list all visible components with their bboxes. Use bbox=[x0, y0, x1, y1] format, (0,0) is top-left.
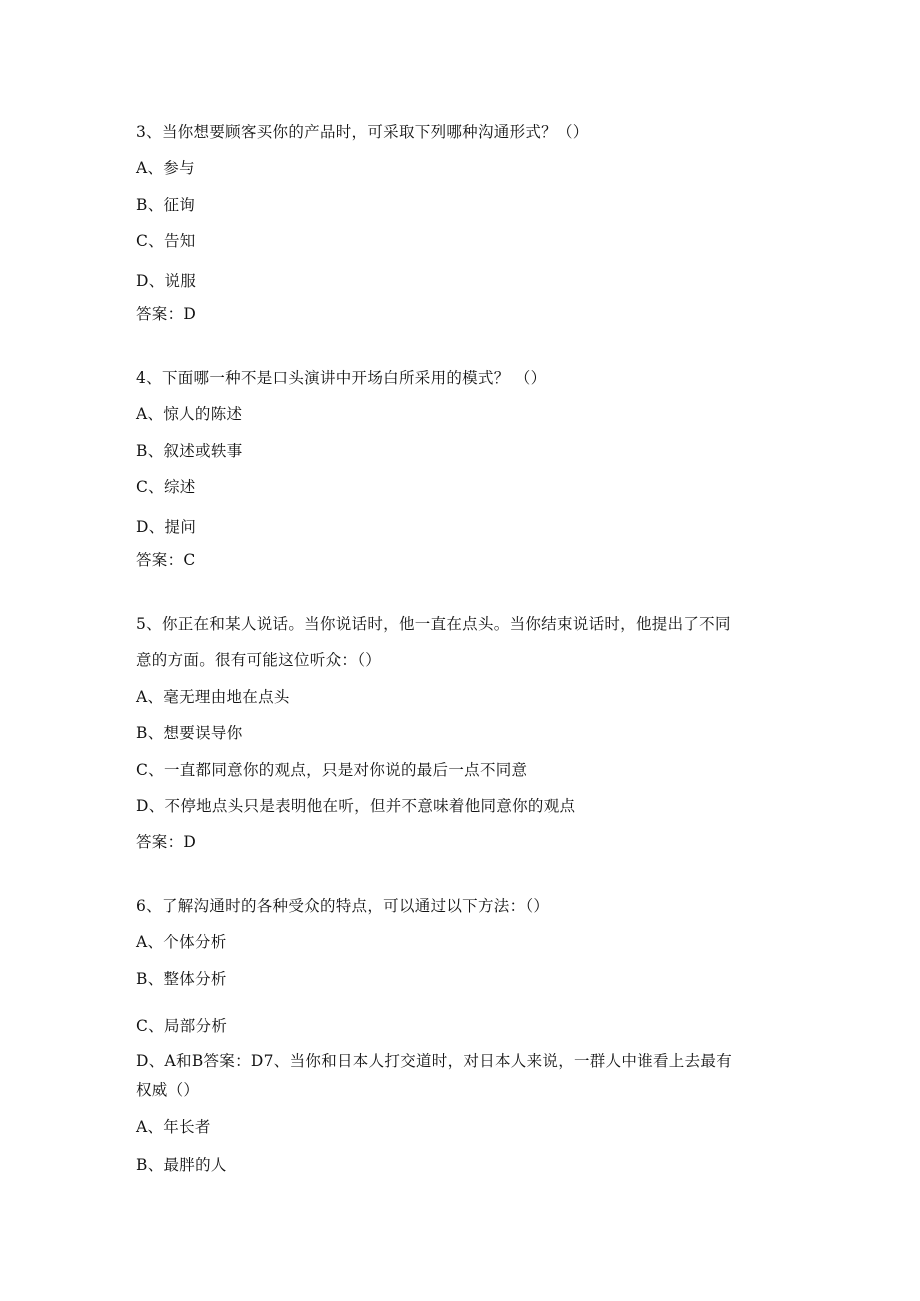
question-6-option-d-merged: D、A和B答案：D7、当你和日本人打交道时，对日本人来说，一群人中谁看上去最有 bbox=[136, 1052, 733, 1070]
question-5-option-a: A、毫无理由地在点头 bbox=[136, 688, 290, 706]
question-4-option-b: B、叙述或轶事 bbox=[136, 442, 243, 460]
question-7-stem-line2: 权威（） bbox=[136, 1081, 200, 1099]
question-6-option-b: B、整体分析 bbox=[136, 970, 227, 988]
question-5-stem-line2: 意的方面。很有可能这位听众：（） bbox=[136, 651, 382, 669]
question-6-option-a: A、个体分析 bbox=[136, 933, 227, 951]
question-3-option-a: A、参与 bbox=[136, 159, 195, 177]
question-3-stem: 3、当你想要顾客买你的产品时，可采取下列哪种沟通形式？（） bbox=[136, 123, 589, 141]
question-5-stem-line1: 5、你正在和某人说话。当你说话时，他一直在点头。当你结束说话时，他提出了不同 bbox=[136, 615, 731, 633]
question-7-option-b: B、最胖的人 bbox=[136, 1156, 227, 1174]
question-4-option-a: A、惊人的陈述 bbox=[136, 405, 243, 423]
question-7-option-a: A、年长者 bbox=[136, 1118, 211, 1136]
question-4-stem: 4、下面哪一种不是口头演讲中开场白所采用的模式？ （） bbox=[136, 369, 547, 387]
question-5-option-d: D、不停地点头只是表明他在听，但并不意味着他同意你的观点 bbox=[136, 797, 576, 815]
question-6-stem: 6、了解沟通时的各种受众的特点，可以通过以下方法：（） bbox=[136, 897, 550, 915]
question-4-option-c: C、综述 bbox=[136, 478, 196, 496]
question-3-option-b: B、征询 bbox=[136, 196, 196, 214]
question-5-option-b: B、想要误导你 bbox=[136, 724, 243, 742]
question-6-option-c: C、局部分析 bbox=[136, 1017, 228, 1035]
question-3-option-c: C、告知 bbox=[136, 232, 196, 250]
question-4-answer: 答案：C bbox=[136, 551, 196, 569]
question-5-option-c: C、一直都同意你的观点，只是对你说的最后一点不同意 bbox=[136, 761, 528, 779]
question-3-answer: 答案：D bbox=[136, 305, 197, 323]
question-5-answer: 答案：D bbox=[136, 833, 197, 851]
question-3-option-d: D、说服 bbox=[136, 272, 197, 290]
question-4-option-d: D、提问 bbox=[136, 518, 197, 536]
